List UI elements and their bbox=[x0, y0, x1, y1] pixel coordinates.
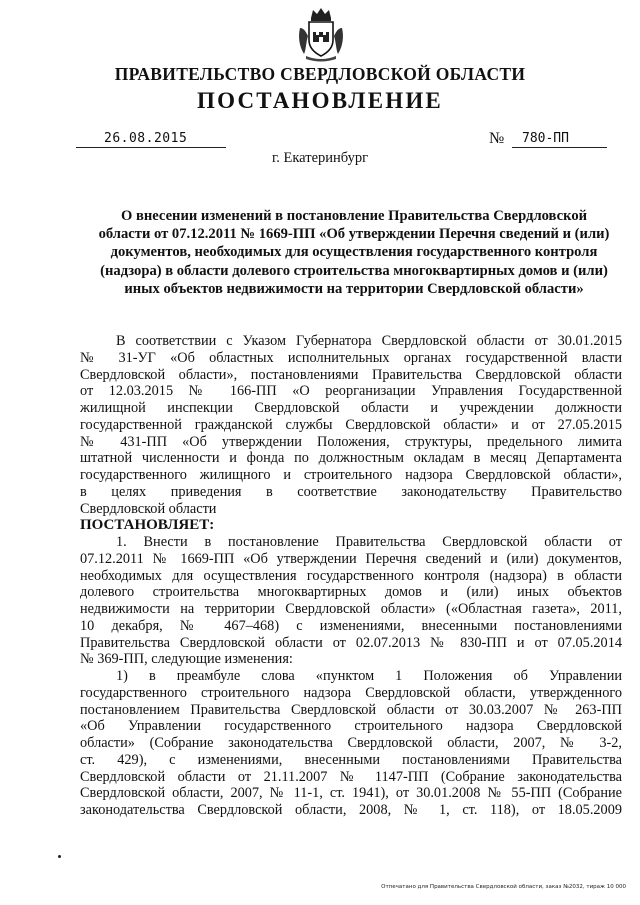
body-line: Свердловской области bbox=[80, 500, 217, 517]
body-line: государственной гражданской службы Свердловской области» и от 27.05.2015 bbox=[80, 416, 622, 433]
decree-number: 780-ПП bbox=[512, 131, 607, 148]
title-line: (надзора) в области долевого строительства многоквартирных домов и (или) bbox=[100, 262, 608, 279]
title-line: иных объектов недвижимости на территории Свердловской области» bbox=[124, 280, 584, 297]
body-line: В соответствии с Указом Губернатора Свердловской области от 30.01.2015 bbox=[116, 333, 622, 349]
government-name: ПРАВИТЕЛЬСТВО СВЕРДЛОВСКОЙ ОБЛАСТИ bbox=[114, 64, 526, 84]
body-line: 1) в преамбуле слова «пунктом 1 Положения об Управлении bbox=[116, 668, 622, 684]
body-line: Свердловской области, 2007, № 11-1, ст. 1941), от 30.01.2008 № 55-ПП (Собрание bbox=[80, 785, 622, 802]
resolves-heading: ПОСТАНОВЛЯЕТ: bbox=[80, 517, 215, 534]
body-line: области» (Собрание законодательства Свердловской области, 2007, № 3-2, bbox=[80, 735, 622, 751]
title-line: документов, необходимых для осуществления государственного контроля bbox=[110, 244, 598, 261]
body-line: государственного жилищного и строительного надзора Свердловской области», bbox=[80, 467, 622, 483]
body-line: № 31-УГ «Об областных исполнительных органах государственной власти bbox=[80, 349, 622, 366]
body-line: Свердловской области», постановлениями Правительства Свердловской области bbox=[80, 366, 622, 383]
body-line: 10 декабря, № 467–468) с изменениями, внесенными постановлениями bbox=[80, 617, 622, 634]
body-line: недвижимости на территории Свердловской области» («Областная газета», 2011, bbox=[80, 601, 622, 617]
body-line: штатной численности и фонда по должностным окладам в месяц Департамента bbox=[80, 450, 622, 467]
body-line: 07.12.2011 № 1669-ПП «Об утверждении Перечня сведений и (или) документов, bbox=[80, 550, 622, 567]
decree-title bbox=[78, 207, 630, 298]
body-line: ст. 429), с изменениями, внесенными постановлениями Правительства bbox=[80, 751, 622, 768]
body-line: постановлением Правительства Свердловской области от 30.03.2007 № 263-ПП bbox=[80, 701, 622, 718]
body-line: № 431-ПП «Об утверждении Положения, структуры, предельного лимита bbox=[80, 433, 622, 450]
body-line: законодательства Свердловской области, 2008, № 1, ст. 118), от 18.05.2009 bbox=[80, 802, 622, 818]
document-type: ПОСТАНОВЛЕНИЕ bbox=[197, 88, 443, 113]
body-line: от 12.03.2015 № 166-ПП «О реорганизации Управления Государственной bbox=[80, 383, 622, 400]
body-line: необходимых для осуществления государственного контроля (надзора) в области bbox=[80, 567, 622, 584]
body-line: жилищной инспекции Свердловской области и учреждении должности bbox=[80, 400, 622, 416]
title-line: области от 07.12.2011 № 1669-ПП «Об утверждении Перечня сведений и (или) bbox=[98, 226, 610, 243]
body-line: 1. Внести в постановление Правительства Свердловской области от bbox=[116, 534, 622, 550]
number-sign: № bbox=[489, 130, 505, 147]
title-line: О внесении изменений в постановление Правительства Свердловской bbox=[120, 208, 588, 224]
coat-of-arms-icon bbox=[296, 6, 346, 62]
body-line: государственного строительного надзора Свердловской области, утвержденного bbox=[80, 684, 622, 701]
scan-dot bbox=[58, 855, 61, 858]
body-line: «Об Управлении государственного строительного надзора Свердловской bbox=[80, 718, 622, 735]
body-line: в целях приведения в соответствие законодательству Правительство bbox=[80, 483, 622, 500]
decree-body bbox=[80, 333, 622, 819]
city: г. Екатеринбург bbox=[271, 150, 369, 166]
print-footer: Отпечатано для Правительства Свердловской области, заказ №2032, тираж 10 000 bbox=[381, 884, 626, 890]
body-line: Свердловской области от 21.11.2007 № 1147-ПП (Собрание законодательства bbox=[80, 768, 622, 785]
body-line: долевого строительства многоквартирных домов и (или) иных объектов bbox=[80, 584, 622, 601]
body-line: № 369-ПП, следующие изменения: bbox=[80, 651, 293, 668]
decree-date: 26.08.2015 bbox=[76, 131, 226, 148]
body-line: Правительства Свердловской области от 02.07.2013 № 830-ПП и от 07.05.2014 bbox=[80, 634, 622, 651]
